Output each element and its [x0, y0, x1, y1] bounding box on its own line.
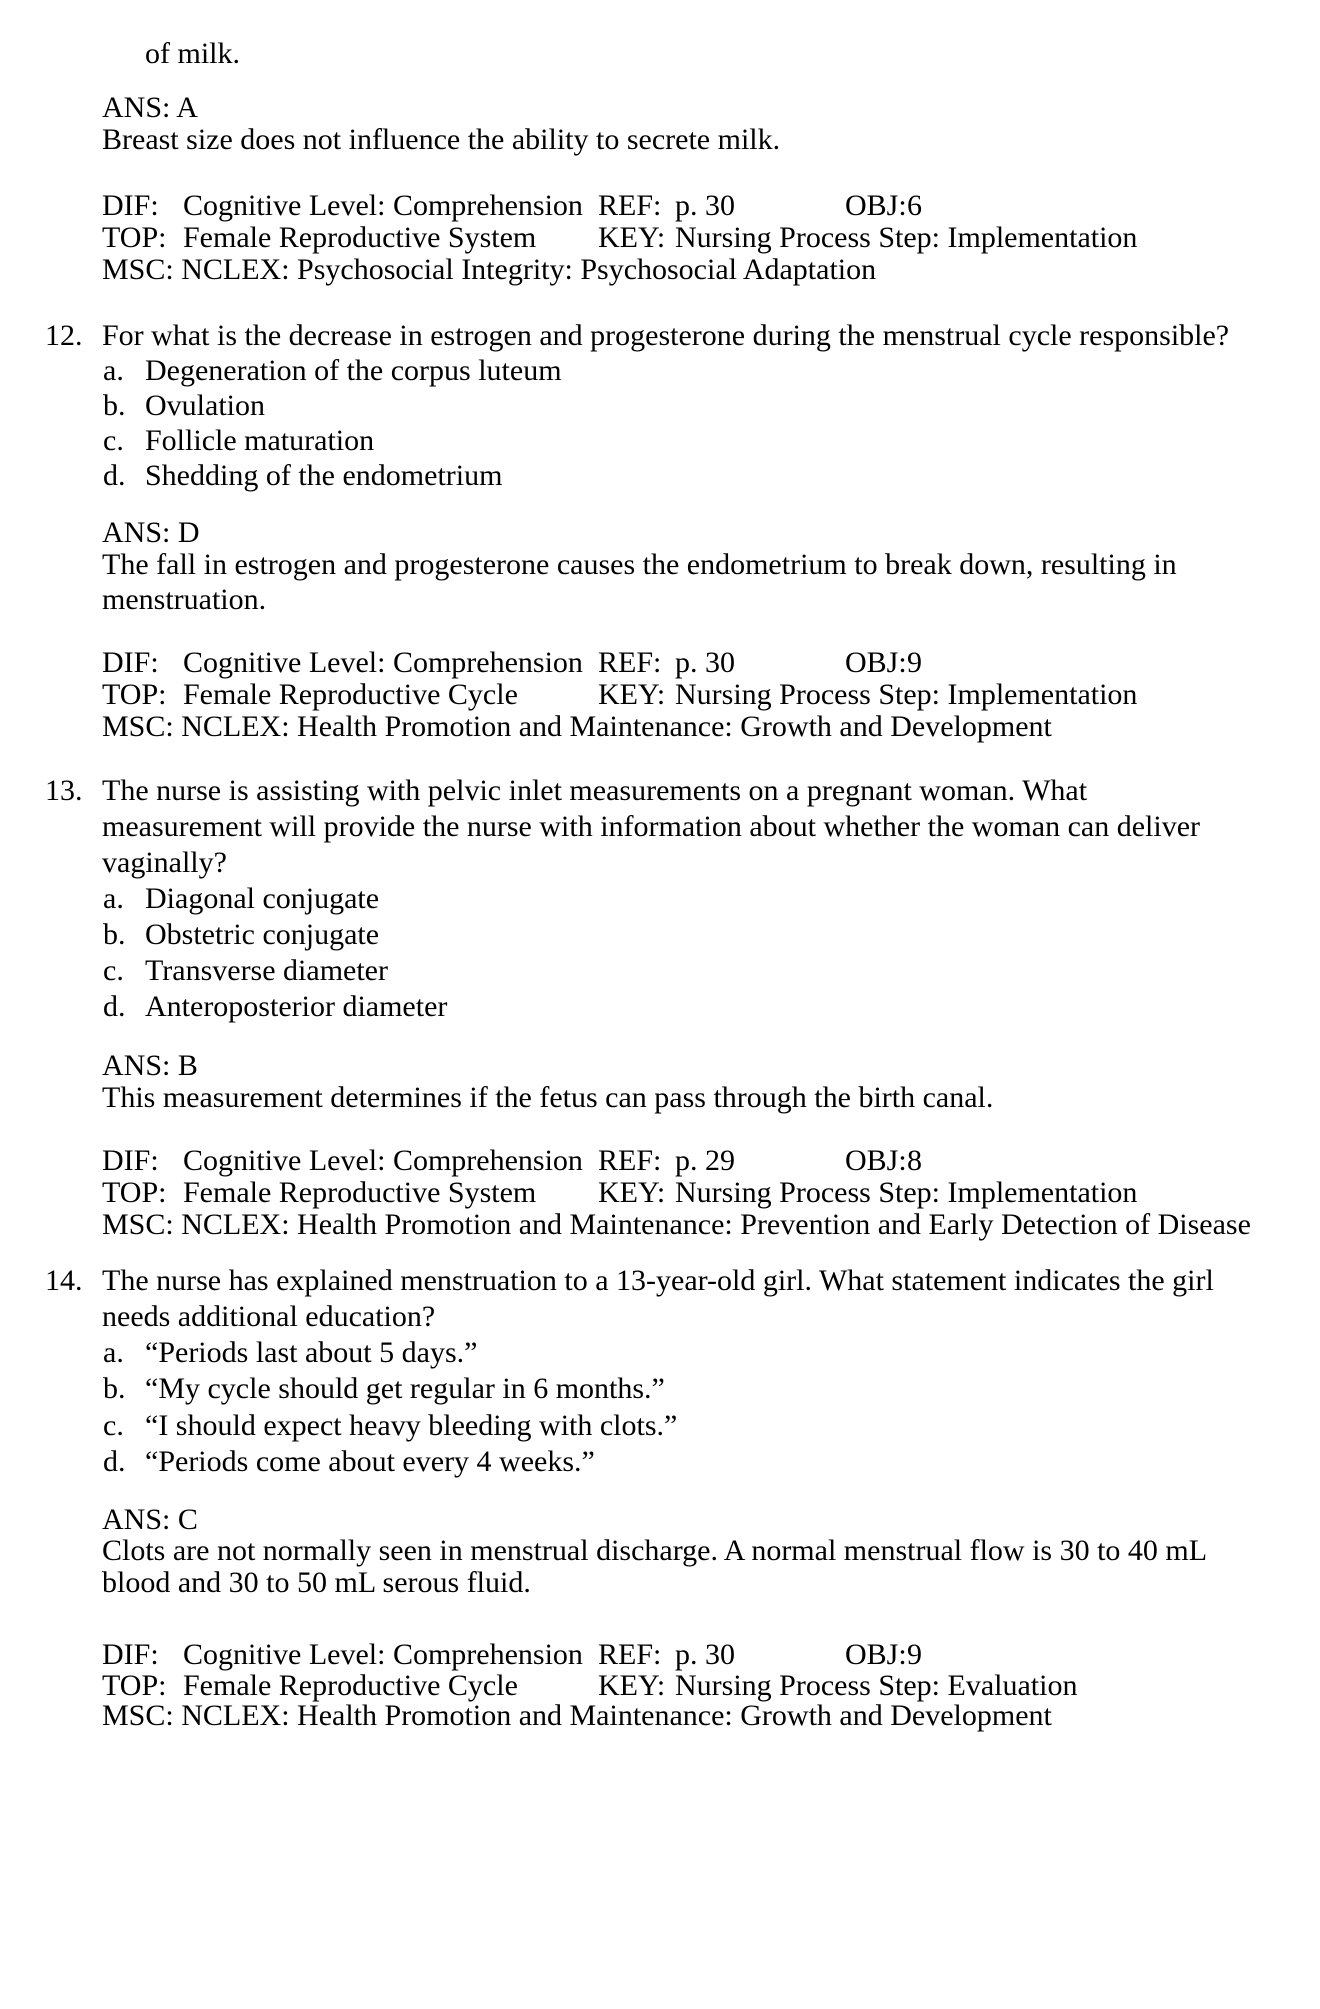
option-text: Follicle maturation	[145, 424, 375, 457]
ref-value: p. 30	[675, 646, 735, 679]
obj-value: 6	[907, 189, 922, 222]
dif-value: Cognitive Level: Comprehension	[183, 1144, 583, 1177]
answer-label: ANS:	[102, 1049, 171, 1082]
msc-label: MSC:	[102, 710, 174, 743]
question-number: 12.	[45, 319, 83, 352]
question-stem-text: The nurse has explained menstruation to a 13-year-old girl. What statement indicates the girl	[102, 1264, 1214, 1297]
option-text: “Periods come about every 4 weeks.”	[145, 1445, 595, 1478]
answer-line	[102, 518, 200, 548]
question-stem-text: needs additional education?	[102, 1300, 436, 1333]
ref-label: REF:	[598, 189, 662, 222]
question-stem-line	[102, 848, 227, 878]
obj-label: OBJ:	[845, 1144, 907, 1177]
dif-label: DIF:	[102, 1638, 159, 1671]
obj-label: OBJ:	[845, 1638, 907, 1671]
option-text: Degeneration of the corpus luteum	[145, 354, 562, 387]
msc-row	[102, 712, 1052, 742]
top-label: TOP:	[102, 221, 167, 254]
dif-label: DIF:	[102, 1144, 159, 1177]
option-text: Diagonal conjugate	[145, 882, 380, 915]
option-letter: c.	[103, 954, 124, 987]
top-value: Female Reproductive System	[183, 1176, 537, 1209]
msc-value: NCLEX: Health Promotion and Maintenance: Growth and Development	[181, 1699, 1052, 1732]
question-stem-text: The nurse is assisting with pelvic inlet measurements on a pregnant woman. What	[102, 774, 1088, 807]
dif-value: Cognitive Level: Comprehension	[183, 189, 583, 222]
ref-label: REF:	[598, 1144, 662, 1177]
rationale-line	[102, 1083, 993, 1113]
answer-label: ANS:	[102, 1503, 171, 1536]
obj-value: 9	[907, 646, 922, 679]
answer-line	[102, 1051, 198, 1081]
key-label: KEY:	[598, 678, 666, 711]
key-value: Nursing Process Step: Implementation	[675, 1176, 1138, 1209]
option-text: Anteroposterior diameter	[145, 990, 448, 1023]
option-letter: a.	[103, 882, 124, 915]
top-value: Female Reproductive System	[183, 221, 537, 254]
top-label: TOP:	[102, 1176, 167, 1209]
option-text: Obstetric conjugate	[145, 918, 380, 951]
key-label: KEY:	[598, 1669, 666, 1702]
option-text: “I should expect heavy bleeding with clots.”	[145, 1409, 678, 1442]
msc-value: NCLEX: Health Promotion and Maintenance: Prevention and Early Detection of Disease	[181, 1208, 1251, 1241]
rationale-line	[102, 550, 1177, 580]
ref-value: p. 29	[675, 1144, 735, 1177]
obj-value: 8	[907, 1144, 922, 1177]
key-value: Nursing Process Step: Evaluation	[675, 1669, 1078, 1702]
option-text: Ovulation	[145, 389, 265, 422]
answer-value: A	[176, 91, 198, 124]
question-number: 13.	[45, 774, 83, 807]
answer-label: ANS:	[102, 91, 171, 124]
dif-label: DIF:	[102, 189, 159, 222]
msc-row	[102, 1701, 1052, 1731]
answer-value: D	[177, 516, 200, 549]
question-stem-line	[102, 1302, 435, 1332]
continuation-text: of milk.	[145, 37, 240, 70]
rationale-text: This measurement determines if the fetus can pass through the birth canal.	[102, 1081, 994, 1114]
option-letter: c.	[103, 1409, 124, 1442]
option-letter: b.	[103, 1372, 126, 1405]
obj-label: OBJ:	[845, 189, 907, 222]
rationale-line	[102, 585, 266, 615]
msc-value: NCLEX: Psychosocial Integrity: Psychosocial Adaptation	[181, 253, 877, 286]
rationale-line	[102, 1568, 531, 1598]
key-label: KEY:	[598, 221, 666, 254]
rationale-text: Breast size does not influence the ability to secrete milk.	[102, 123, 781, 156]
msc-label: MSC:	[102, 1699, 174, 1732]
option-text: Shedding of the endometrium	[145, 459, 503, 492]
ref-value: p. 30	[675, 189, 735, 222]
rationale-line	[102, 1536, 1207, 1566]
option-letter: b.	[103, 918, 126, 951]
option-letter: d.	[103, 1445, 126, 1478]
answer-line	[102, 93, 198, 123]
option-text: “Periods last about 5 days.”	[145, 1336, 478, 1369]
option-letter: c.	[103, 424, 124, 457]
rationale-text: menstruation.	[102, 583, 267, 616]
top-value: Female Reproductive Cycle	[183, 678, 518, 711]
answer-line	[102, 1505, 198, 1535]
top-label: TOP:	[102, 678, 167, 711]
ref-value: p. 30	[675, 1638, 735, 1671]
answer-value: C	[177, 1503, 198, 1536]
ref-label: REF:	[598, 646, 662, 679]
answer-label: ANS:	[102, 516, 171, 549]
question-stem-text: For what is the decrease in estrogen and progesterone during the menstrual cycle responsible?	[102, 319, 1230, 352]
question-stem-line	[102, 812, 1200, 842]
obj-value: 9	[907, 1638, 922, 1671]
dif-value: Cognitive Level: Comprehension	[183, 646, 583, 679]
msc-row	[102, 255, 876, 285]
key-value: Nursing Process Step: Implementation	[675, 678, 1138, 711]
rationale-text: Clots are not normally seen in menstrual discharge. A normal menstrual flow is 30 to 40 mL	[102, 1534, 1208, 1567]
question-number: 14.	[45, 1264, 83, 1297]
answer-value: B	[177, 1049, 198, 1082]
msc-row	[102, 1210, 1251, 1240]
option-letter: a.	[103, 354, 124, 387]
rationale-line	[102, 125, 780, 155]
option-letter: d.	[103, 459, 126, 492]
question-stem-text: vaginally?	[102, 846, 227, 879]
msc-value: NCLEX: Health Promotion and Maintenance: Growth and Development	[181, 710, 1052, 743]
option-text: Transverse diameter	[145, 954, 388, 987]
top-label: TOP:	[102, 1669, 167, 1702]
option-text: “My cycle should get regular in 6 months.”	[145, 1372, 665, 1405]
rationale-text: The fall in estrogen and progesterone causes the endometrium to break down, resulting in	[102, 548, 1177, 581]
question-stem-text: measurement will provide the nurse with information about whether the woman can deliver	[102, 810, 1201, 843]
msc-label: MSC:	[102, 253, 174, 286]
ref-label: REF:	[598, 1638, 662, 1671]
option-letter: d.	[103, 990, 126, 1023]
dif-value: Cognitive Level: Comprehension	[183, 1638, 583, 1671]
continuation-line	[145, 39, 240, 69]
msc-label: MSC:	[102, 1208, 174, 1241]
top-value: Female Reproductive Cycle	[183, 1669, 518, 1702]
key-value: Nursing Process Step: Implementation	[675, 221, 1138, 254]
obj-label: OBJ:	[845, 646, 907, 679]
rationale-text: blood and 30 to 50 mL serous fluid.	[102, 1566, 531, 1599]
key-label: KEY:	[598, 1176, 666, 1209]
option-letter: a.	[103, 1336, 124, 1369]
option-letter: b.	[103, 389, 126, 422]
dif-label: DIF:	[102, 646, 159, 679]
